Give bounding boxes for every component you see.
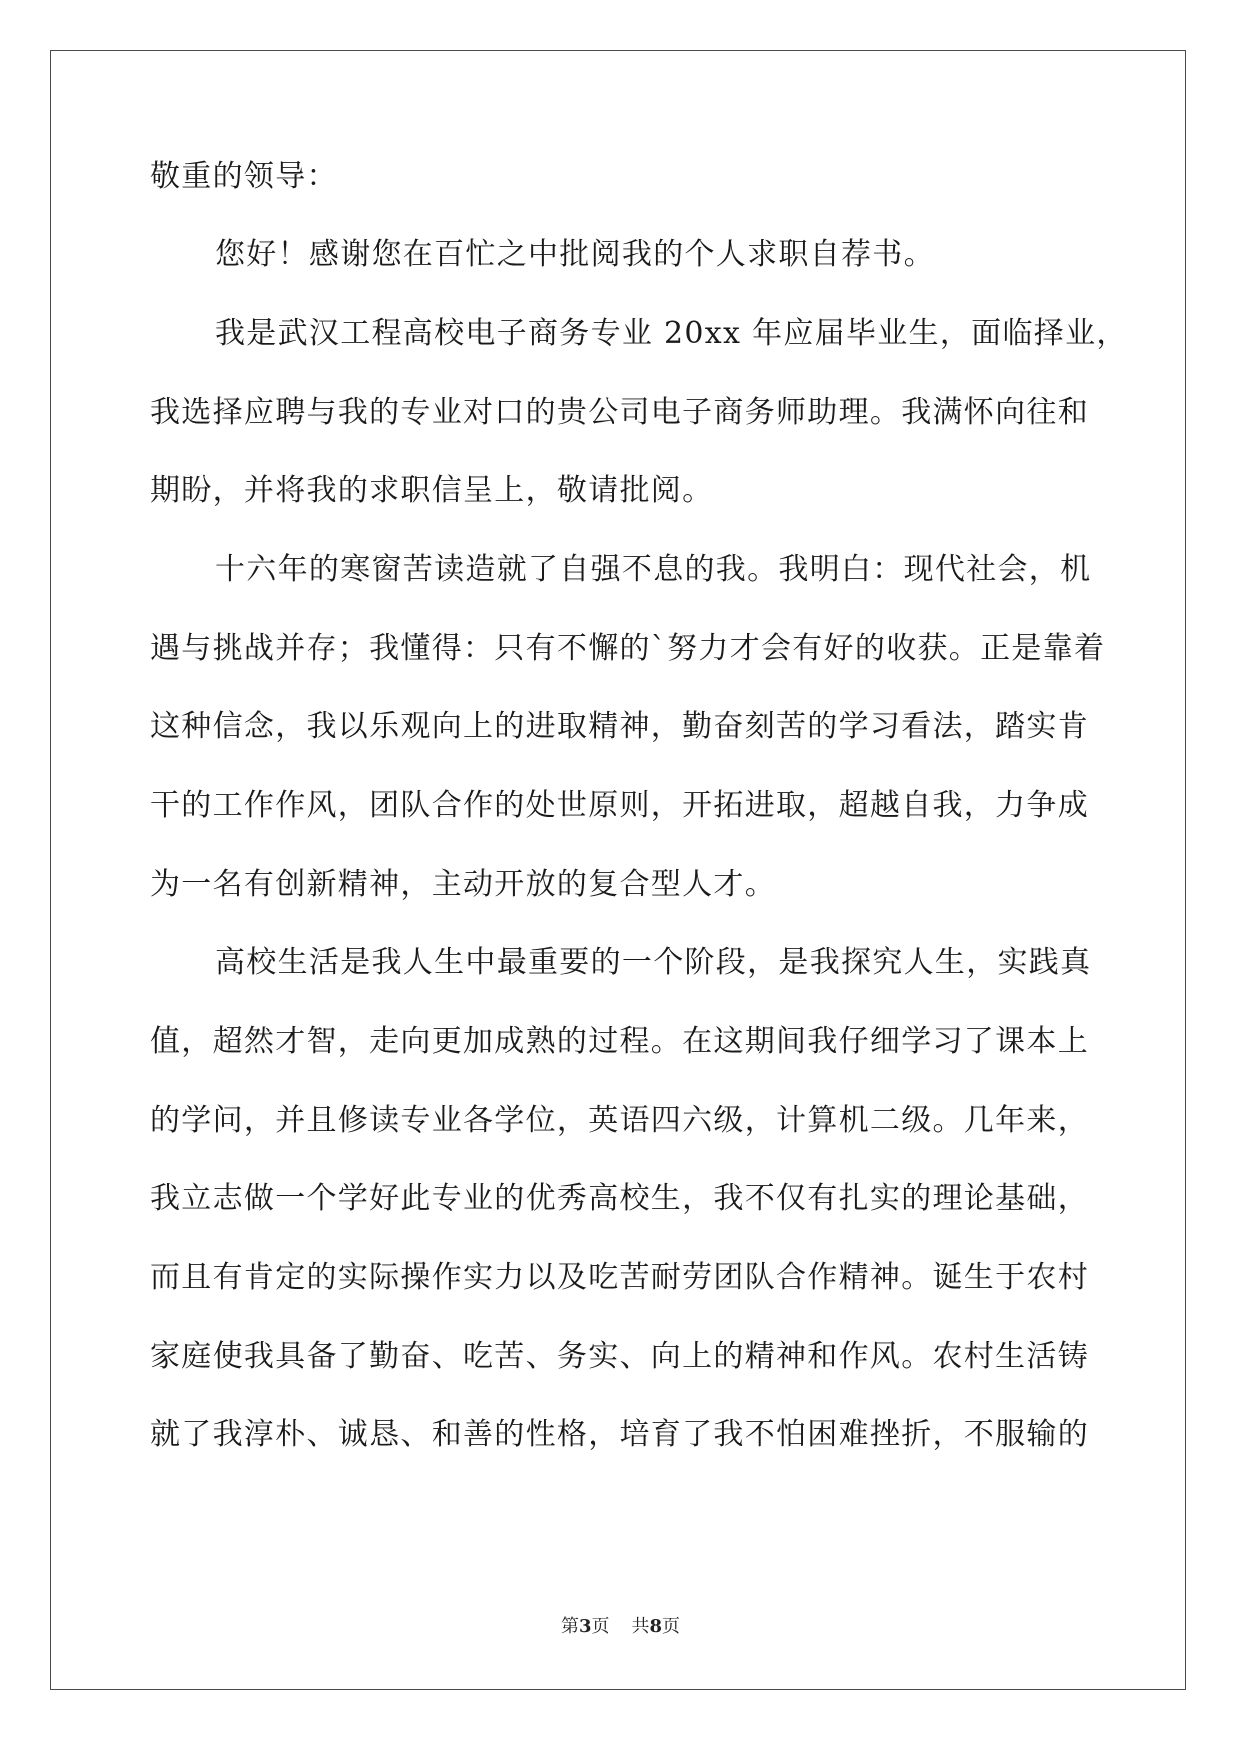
text-line: 我立志做一个学好此专业的优秀高校生，我不仅有扎实的理论基础， xyxy=(150,1181,1089,1216)
text-line: 干的工作作风，团队合作的处世原则，开拓进取，超越自我，力争成 xyxy=(150,788,1089,823)
page-number: 3 xyxy=(578,1616,592,1637)
text-line: 遇与挑战并存；我懂得：只有不懈的`努力才会有好的收获。正是靠着 xyxy=(150,631,1106,666)
total-prefix: 共 xyxy=(631,1616,650,1637)
text-line: 就了我淳朴、诚恳、和善的性格，培育了我不怕困难挫折，不服输的 xyxy=(150,1417,1089,1452)
page-footer xyxy=(0,1612,1241,1638)
text-line: 这种信念，我以乐观向上的进取精神，勤奋刻苦的学习看法，踏实肯 xyxy=(150,709,1089,744)
text-line: 值，超然才智，走向更加成熟的过程。在这期间我仔细学习了课本上 xyxy=(150,1024,1089,1059)
text-line: 的学问，并且修读专业各学位，英语四六级，计算机二级。几年来， xyxy=(150,1103,1089,1138)
salutation: 敬重的领导： xyxy=(150,159,338,194)
text-line: 我选择应聘与我的专业对口的贵公司电子商务师助理。我满怀向往和 xyxy=(150,395,1089,430)
text-line: 期盼，并将我的求职信呈上，敬请批阅。 xyxy=(150,473,714,508)
total-suffix: 页 xyxy=(662,1616,681,1637)
page-prefix: 第 xyxy=(560,1616,579,1637)
text-line: 而且有肯定的实际操作实力以及吃苦耐劳团队合作精神。诞生于农村 xyxy=(150,1260,1089,1295)
text-line: 十六年的寒窗苦读造就了自强不息的我。我明白：现代社会，机 xyxy=(215,552,1092,587)
text-line: 家庭使我具备了勤奋、吃苦、务实、向上的精神和作风。农村生活铸 xyxy=(150,1339,1089,1374)
total-pages: 8 xyxy=(649,1616,663,1637)
text-line: 高校生活是我人生中最重要的一个阶段，是我探究人生，实践真 xyxy=(215,945,1092,980)
text-line: 为一名有创新精神，主动开放的复合型人才。 xyxy=(150,867,776,902)
text-line: 我是武汉工程高校电子商务专业 20xx 年应届毕业生，面临择业， xyxy=(215,316,1128,351)
greeting-line: 您好！感谢您在百忙之中批阅我的个人求职自荐书。 xyxy=(215,237,935,272)
page-suffix: 页 xyxy=(591,1616,610,1637)
